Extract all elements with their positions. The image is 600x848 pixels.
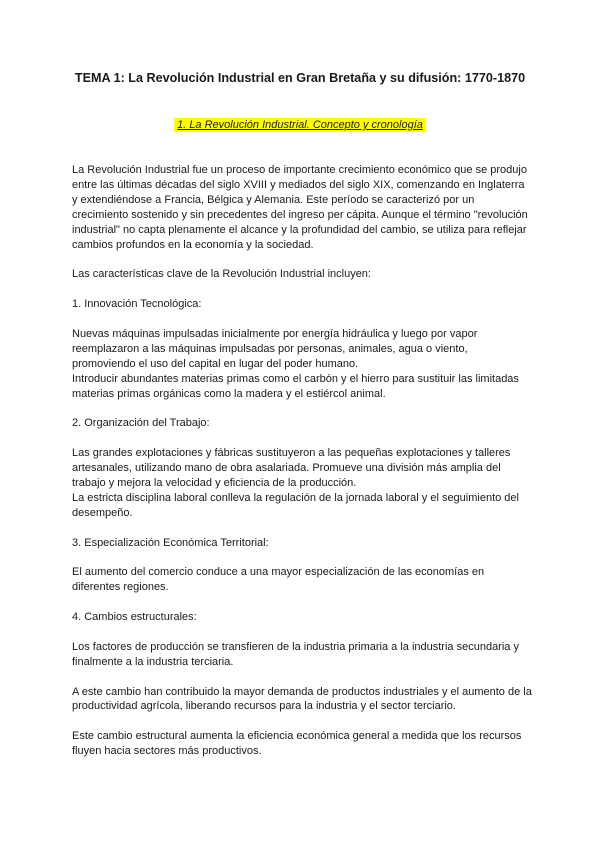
structural-paragraph-2: A este cambio han contribuido la mayor demanda de productos industriales y el aumento de la productividad agrícola, liberando recursos para la industria y el sector terciario.	[72, 685, 532, 713]
section-heading-work: 2. Organización del Trabajo:	[72, 417, 210, 430]
section-heading-structural: 4. Cambios estructurales:	[72, 611, 197, 624]
section-heading-specialization: 3. Especialización Económica Territorial:	[72, 536, 269, 549]
section-heading-innovation: 1. Innovación Tecnológica:	[72, 298, 202, 311]
document-title: TEMA 1: La Revolución Industrial en Gran Bretaña y su difusión: 1770-1870	[74, 71, 526, 85]
structural-paragraph-1: Los factores de producción se transfieren de la industria primaria a la industria secundaria y finalmente a la industria terciaria.	[72, 640, 519, 668]
highlighted-heading: 1. La Revolución Industrial. Concepto y cronología	[174, 118, 426, 132]
work-paragraph-2: La estricta disciplina laboral conlleva la regulación de la jornada laboral y el seguimiento del desempeño.	[72, 491, 519, 519]
section-heading	[0, 118, 600, 132]
work-paragraph-1: Las grandes explotaciones y fábricas sustituyeron a las pequeñas explotaciones y talleres artesanales, utilizando mano de obra asalariada. Promueve una división más amplia del trabajo y mejora la velocidad y eficiencia de la producción.	[72, 447, 511, 489]
characteristics-intro: Las características clave de la Revolución Industrial incluyen:	[72, 268, 371, 281]
innovation-paragraph-1: Nuevas máquinas impulsadas inicialmente por energía hidráulica y luego por vapor reemplazaron a las máquinas impulsadas por personas, animales, agua o viento, promoviendo el uso del capital en lugar del poder humano.	[72, 327, 478, 370]
document-body	[72, 163, 532, 759]
intro-paragraph: La Revolución Industrial fue un proceso de importante crecimiento económico que se produjo entre las últimas décadas del siglo XVIII y mediados del siglo XIX, comenzando en Inglaterra y extendiéndose a Francia, Bélgica y Alemania. Este período se caracterizó por un crecimiento sostenido y sin precedentes del ingreso per cápita. Aunque el término "revolución industrial" no capta plenamente el alcance y la profundidad del cambio, se utiliza para reflejar cambios profundos en la economía y la sociedad.	[72, 164, 528, 251]
structural-paragraph-3: Este cambio estructural aumenta la eficiencia económica general a medida que los recursos fluyen hacia sectores más productivos.	[72, 730, 522, 758]
innovation-paragraph-2: Introducir abundantes materias primas como el carbón y el hierro para sustituir las limitadas materias primas orgánicas como la madera y el estiércol animal.	[72, 372, 519, 400]
specialization-paragraph: El aumento del comercio conduce a una mayor especialización de las economías en diferentes regiones.	[72, 566, 485, 594]
